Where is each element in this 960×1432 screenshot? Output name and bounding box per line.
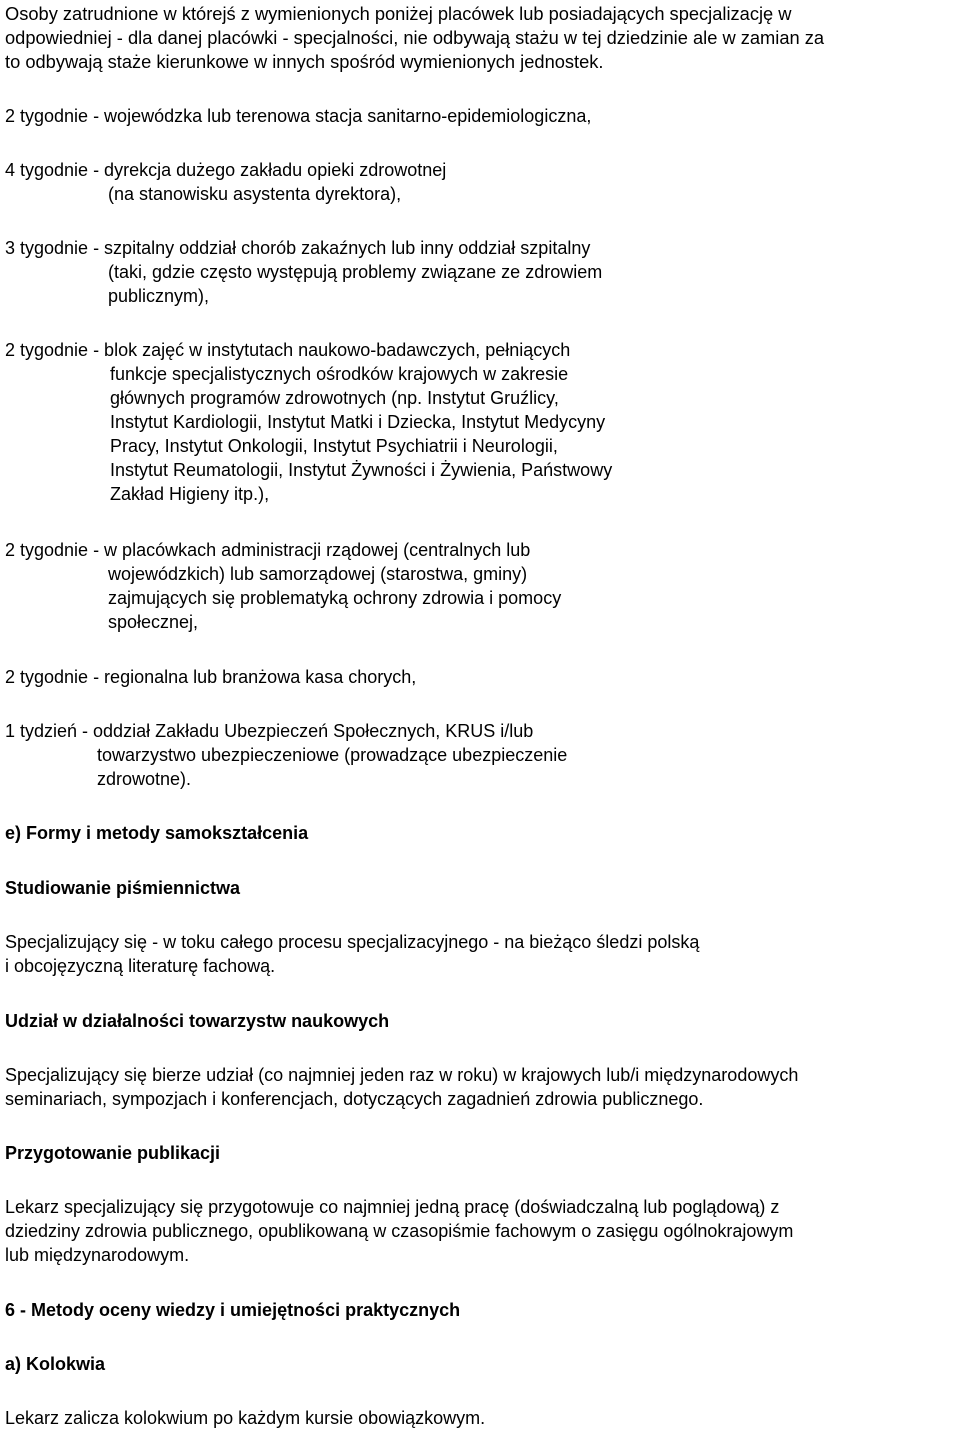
internship-line: Zakład Higieny itp.), <box>110 484 270 504</box>
internship-line: (na stanowisku asystenta dyrektora), <box>108 184 402 204</box>
internship-line: 4 tygodnie - dyrekcja dużego zakładu opieki zdrowotnej <box>5 160 447 180</box>
internship-line: towarzystwo ubezpieczeniowe (prowadzące ubezpieczenie <box>97 745 568 765</box>
internship-line: społecznej, <box>108 612 199 632</box>
section-heading: 6 - Metody oceny wiedzy i umiejętności praktycznych <box>5 1300 461 1320</box>
paragraph-line: Lekarz zalicza kolokwium po każdym kursie obowiązkowym. <box>5 1408 486 1428</box>
subsection-heading: a) Kolokwia <box>5 1354 106 1374</box>
internship-line: 2 tygodnie - wojewódzka lub terenowa stacja sanitarno-epidemiologiczna, <box>5 106 592 126</box>
subsection-heading: Studiowanie piśmiennictwa <box>5 878 241 898</box>
internship-line: 2 tygodnie - blok zajęć w instytutach naukowo-badawczych, pełniących <box>5 340 571 360</box>
internship-line: publicznym), <box>108 286 210 306</box>
internship-line: zajmujących się problematyką ochrony zdrowia i pomocy <box>108 588 562 608</box>
paragraph-line: Specjalizujący się - w toku całego procesu specjalizacyjnego - na bieżąco śledzi polską <box>5 932 700 952</box>
intro-line: to odbywają staże kierunkowe w innych spośród wymienionych jednostek. <box>5 51 604 72</box>
internship-line: głównych programów zdrowotnych (np. Instytut Gruźlicy, <box>110 388 559 408</box>
paragraph-line: Specjalizujący się bierze udział (co najmniej jeden raz w roku) w krajowych lub/i międzynarodowych <box>5 1065 799 1085</box>
internship-line: 2 tygodnie - w placówkach administracji rządowej (centralnych lub <box>5 540 531 560</box>
section-heading: e) Formy i metody samokształcenia <box>5 823 309 843</box>
internship-line: 2 tygodnie - regionalna lub branżowa kasa chorych, <box>5 667 417 687</box>
internship-line: (taki, gdzie często występują problemy związane ze zdrowiem <box>108 262 603 282</box>
internship-line: 3 tygodnie - szpitalny oddział chorób zakaźnych lub inny oddział szpitalny <box>5 238 591 258</box>
internship-line: funkcje specjalistycznych ośrodków krajowych w zakresie <box>110 364 569 384</box>
internship-line: Instytut Reumatologii, Instytut Żywności i Żywienia, Państwowy <box>110 460 613 480</box>
paragraph-line: i obcojęzyczną literaturę fachową. <box>5 956 276 976</box>
internship-line: Pracy, Instytut Onkologii, Instytut Psychiatrii i Neurologii, <box>110 436 558 456</box>
paragraph-line: dziedziny zdrowia publicznego, opublikowaną w czasopiśmie fachowym o zasięgu ogólnokrajowym <box>5 1221 794 1241</box>
paragraph-line: Lekarz specjalizujący się przygotowuje co najmniej jedną pracę (doświadczalną lub poglądową) z <box>5 1197 780 1217</box>
paragraph-line: seminariach, sympozjach i konferencjach, dotyczących zagadnień zdrowia publicznego. <box>5 1089 704 1109</box>
subsection-heading: Udział w działalności towarzystw naukowych <box>5 1011 390 1031</box>
internship-line: Instytut Kardiologii, Instytut Matki i Dziecka, Instytut Medycyny <box>110 412 606 432</box>
internship-line: 1 tydzień - oddział Zakładu Ubezpieczeń Społecznych, KRUS i/lub <box>5 721 534 741</box>
paragraph-line: lub międzynarodowym. <box>5 1245 190 1265</box>
intro-line: odpowiedniej - dla danej placówki - specjalności, nie odbywają stażu w tej dziedzinie ale w zamian za <box>5 27 825 48</box>
subsection-heading: Przygotowanie publikacji <box>5 1143 221 1163</box>
intro-line: Osoby zatrudnione w którejś z wymienionych poniżej placówek lub posiadających specjalizację w <box>5 3 792 24</box>
internship-line: zdrowotne). <box>97 769 192 789</box>
internship-line: wojewódzkich) lub samorządowej (starostwa, gminy) <box>108 564 528 584</box>
